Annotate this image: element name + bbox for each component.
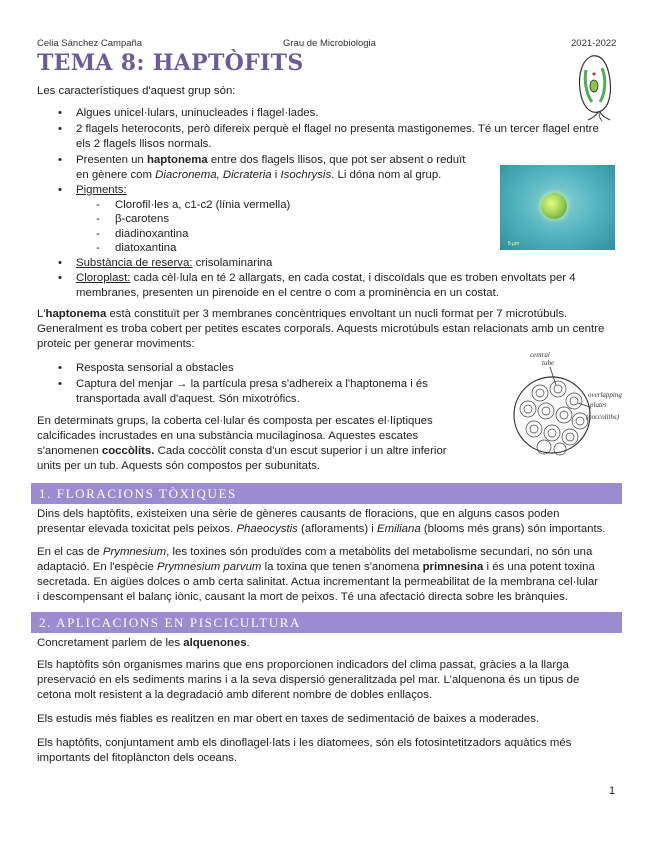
bullet-1: Algues unicel·lulars, uninucleades i flagel·lades.: [76, 107, 319, 119]
cell-image: [541, 193, 567, 219]
section-1-heading-bar: [31, 483, 622, 504]
coccolith-sketch-image: [500, 345, 625, 470]
haptonema-para-line-1: L'haptonema està constituït per 3 membranes concèntriques envoltant un nucli format per 7 microtúbuls.: [37, 308, 568, 320]
dash: -: [96, 242, 100, 254]
section-2-p1: Concretament parlem de les alquenones.: [37, 637, 250, 649]
micro-scale-label: 5 µm: [508, 241, 520, 247]
bullet-6-line-2: membranes, presenten un pirenoide en el centre o com a prominència en un costat.: [76, 287, 499, 299]
section-1-p2-line-2: adaptació. En l'espècie Prymnesium parvum la toxina que tenen s'anomena primnesina i és una potent toxina: [37, 561, 595, 573]
pigment-item: β-carotens: [115, 213, 170, 225]
section-2-p3: Els estudis més fiables es realitzen en mar obert en taxes de sedimentació de baixes a moderades.: [37, 713, 540, 725]
bullet-dot: •: [58, 362, 62, 374]
section-2-p4-line-1: Els haptòfits, conjuntament amb els dinoflagel·lats i les diatomees, són els fotosintetitzadors aquàtics més: [37, 737, 572, 749]
scales-para-line-2: calcificades incrustades en una substància mucilaginosa. Aquestes escates: [37, 430, 419, 442]
sketch-label-central: central: [530, 351, 550, 359]
function-2-line-1: Captura del menjar → la partícula presa s'adhereix a l'haptonema i és: [76, 378, 428, 390]
section-2-p4-line-2: importants del fitoplàncton dels oceans.: [37, 752, 238, 764]
bullet-dot: •: [58, 123, 62, 135]
section-1-p1-line-1: Dins dels haptòfits, existeixen una sèrie de gèneres causants de floracions, que en alguns casos poden: [37, 508, 560, 520]
header-year: 2021-2022: [571, 38, 617, 49]
haptophyte-sketch-image: [572, 50, 620, 122]
sketch-label-plates: plates: [590, 401, 607, 409]
bullet-5: Substància de reserva: crisolaminarina: [76, 257, 273, 269]
bullet-dot: •: [58, 184, 62, 196]
section-1-p2-line-3: secretada. En aigües dolces o amb certa salinitat. Actua incrementant la permeabilitat de la membrana cel·lular: [37, 576, 598, 588]
bullet-6-line-1: Cloroplast: cada cèl·lula en té 2 allargats, en cada costat, i discoïdals que es troben envoltats per 4: [76, 272, 576, 284]
section-1-p2-line-1: En el cas de Prymnesium, les toxines són produïdes com a metabòlits del metabolisme secundari, no són una: [37, 546, 593, 558]
header-author: Celia Sánchez Campaña: [37, 38, 143, 49]
bullet-dot: •: [58, 154, 62, 166]
pigment-item: Clorofil·les a, c1-c2 (línia vermella): [115, 199, 291, 211]
section-1-heading: 1. FLORACIONS TÒXIQUES: [39, 486, 237, 501]
section-2-heading-bar: [31, 612, 622, 633]
bullet-dot: •: [58, 272, 62, 284]
header-course: Grau de Microbiologia: [283, 38, 376, 49]
section-2-heading: 2. APLICACIONS EN PISCICULTURA: [39, 615, 302, 630]
page-number: 1: [609, 785, 616, 797]
intro-text: Les característiques d'aquest grup són:: [37, 85, 236, 97]
bullet-3-line-2: en gènere com Diacronema, Dicrateria i Isochrysis. Li dóna nom al grup.: [76, 169, 442, 181]
bullet-2-line-2: els 2 flagels llisos normals.: [76, 138, 212, 150]
sketch-label-tube: tube: [542, 359, 555, 367]
section-2-p2-line-1: Els haptòfits són organismes marins que ens proporcionen indicadors del clima passat, gràcies a la llarga: [37, 659, 569, 671]
dash: -: [96, 228, 100, 240]
scales-para-line-1: En determinats grups, la coberta cel·lular és composta per escates el·líptiques: [37, 415, 433, 427]
bullet-dot: •: [58, 378, 62, 390]
sketch-label-coccoliths: (coccoliths): [586, 413, 620, 421]
pigment-item: diadinoxantina: [115, 228, 189, 240]
sketch-label-overlapping: overlapping: [588, 391, 622, 399]
bullet-dot: •: [58, 257, 62, 269]
dash: -: [96, 199, 100, 211]
bullet-dot: •: [58, 107, 62, 119]
bullet-3-line-1: Presenten un haptonema entre dos flagels llisos, que pot ser absent o reduït: [76, 154, 466, 166]
dash: -: [96, 213, 100, 225]
haptonema-para-line-3: proteic per generar moviments:: [37, 338, 195, 350]
microscopy-image: [500, 165, 615, 250]
bullet-2-line-1: 2 flagels heteroconts, però difereix perquè el flagel no presenta mastigonemes. Té un tercer flagel entre: [76, 123, 599, 135]
page-title: TEMA 8: HAPTÒFITS: [37, 50, 304, 76]
function-2-line-2: transportada avall d'aquest. Són mixotròfics.: [76, 393, 300, 405]
section-2-p2-line-3: cetona molt resistent a la degradació amb diferent nombre de dobles enllaços.: [37, 689, 433, 701]
section-1-p1-line-2: presentar elevada toxicitat pels peixos. Phaeocystis (afloraments) i Emiliana (blooms més grans) són importants.: [37, 523, 606, 535]
haptonema-para-line-2: Generalment es troba cobert per petites escates corporals. Aquests microtúbuls estan relacionats amb un centre: [37, 323, 605, 335]
scales-para-line-3: s'anomenen coccòlits. Cada coccòlit consta d'un escut superior i un altre inferior: [37, 445, 447, 457]
pigment-item: diatoxantina: [115, 242, 177, 254]
function-1: Resposta sensorial a obstacles: [76, 362, 234, 374]
bullet-4-pigments: Pigments:: [76, 184, 127, 196]
scales-para-line-4: units per un tub. Aquests són compostos per subunitats.: [37, 460, 321, 472]
section-2-p2-line-2: preservació en els sediments marins i a la seva dispersió generalitzada pel mar. L'alquenona és un tipus de: [37, 674, 580, 686]
section-1-p2-line-4: i descompensant el balanç iònic, causant la mort de peixos. Té una afectació directa sobre les brànquies.: [37, 591, 569, 603]
